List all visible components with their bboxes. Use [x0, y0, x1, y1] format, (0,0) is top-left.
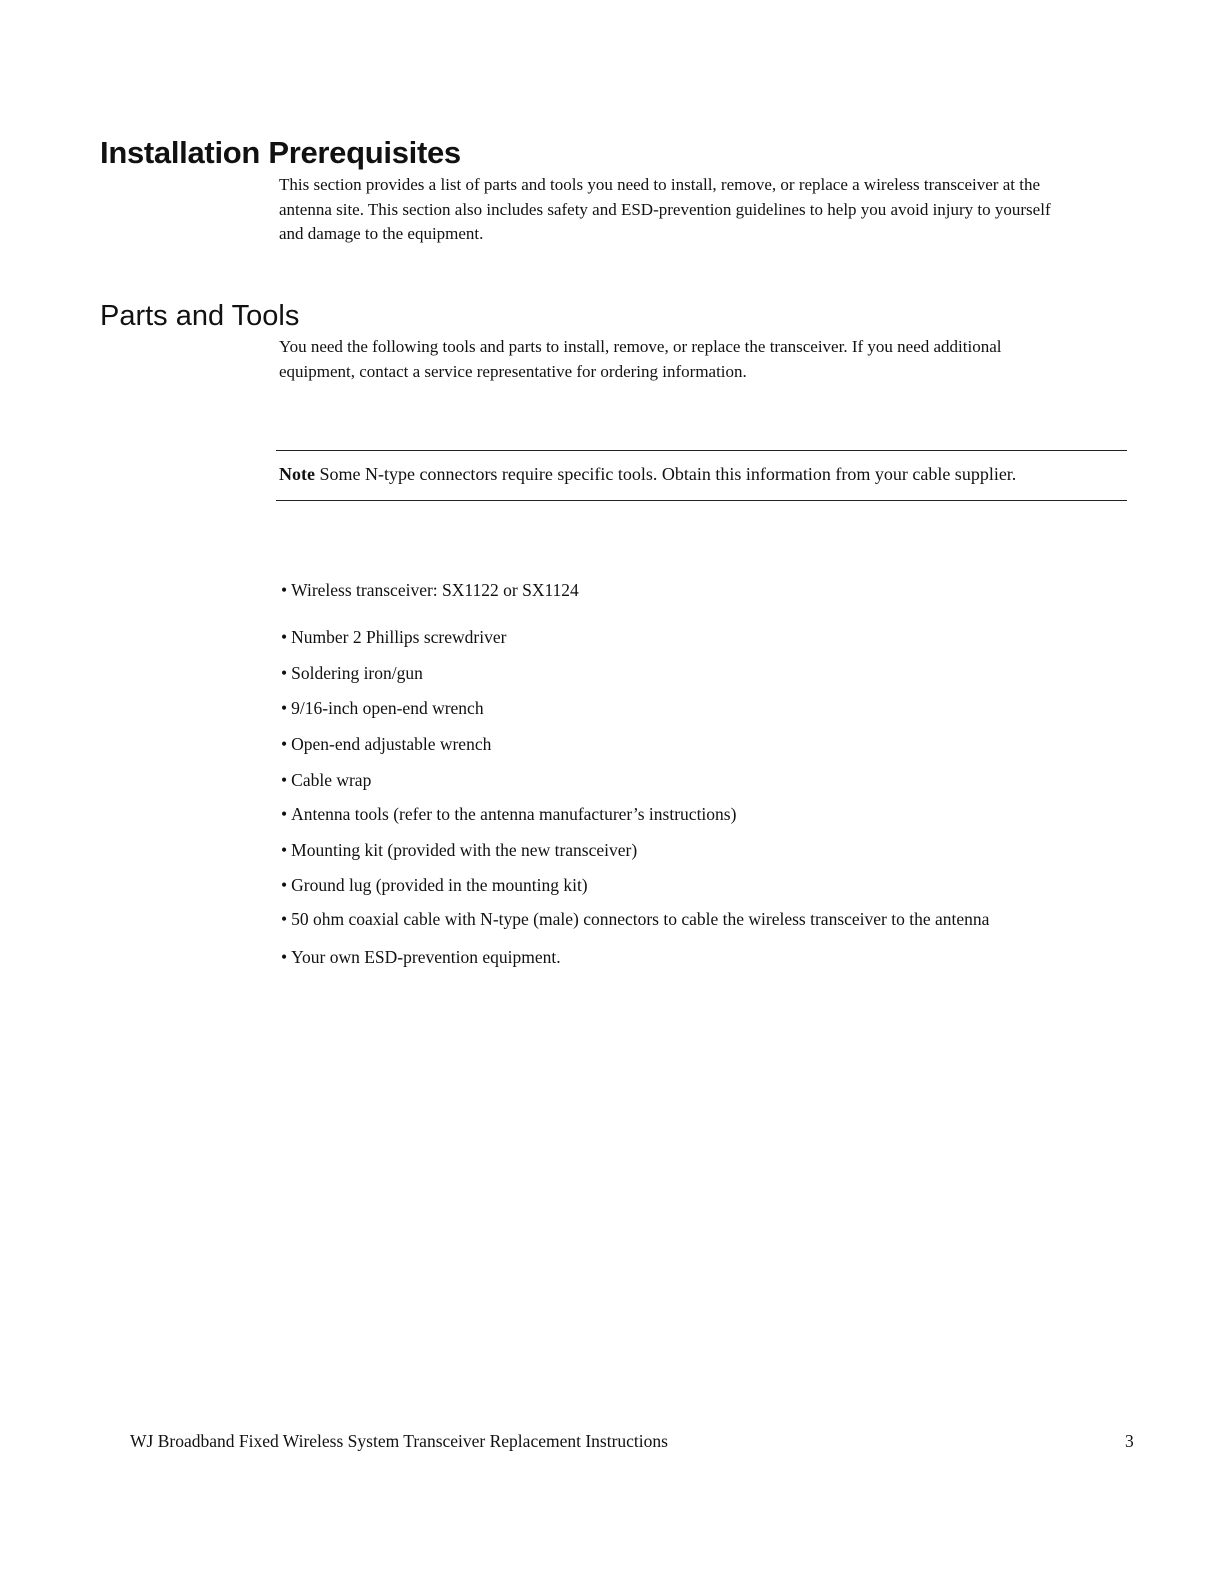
bullet-icon: •	[281, 770, 288, 790]
list-item-text: Ground lug (provided in the mounting kit)	[291, 875, 588, 895]
list-item-text: Number 2 Phillips screwdriver	[291, 627, 507, 647]
list-item	[281, 768, 371, 792]
list-item	[281, 873, 588, 897]
bullet-icon: •	[281, 580, 288, 600]
bullet-icon: •	[281, 734, 288, 754]
list-item	[281, 696, 484, 720]
note-text: Some N-type connectors require specific tools. Obtain this information from your cable supplier.	[319, 464, 1017, 484]
bullet-icon: •	[281, 840, 288, 860]
list-item-text: Mounting kit (provided with the new transceiver)	[291, 840, 638, 860]
list-item-text: Open-end adjustable wrench	[291, 734, 492, 754]
list-item	[281, 732, 491, 756]
list-item	[281, 625, 506, 649]
parts-and-tools-heading: Parts and Tools	[100, 300, 300, 332]
list-item	[281, 578, 579, 602]
footer-title: WJ Broadband Fixed Wireless System Transceiver Replacement Instructions	[130, 1431, 668, 1451]
list-item	[281, 838, 637, 862]
list-item	[281, 661, 423, 685]
note-box	[279, 461, 1016, 487]
bullet-icon: •	[281, 909, 288, 929]
parts-and-tools-paragraph: You need the following tools and parts to install, remove, or replace the transceiver. If you need additional equipment, contact a service representative for ordering information.	[279, 337, 1002, 381]
note-top-rule	[276, 450, 1127, 451]
page-number: 3	[1125, 1431, 1134, 1451]
list-item-text: 50 ohm coaxial cable with N-type (male) connectors to cable the wireless transceiver to the antenna	[291, 909, 990, 929]
bullet-icon: •	[281, 947, 288, 967]
note-bottom-rule	[276, 500, 1127, 501]
bullet-icon: •	[281, 804, 288, 824]
bullet-icon: •	[281, 627, 288, 647]
list-item	[281, 802, 736, 826]
note-label: Note	[279, 464, 315, 484]
list-item-text: 9/16-inch open-end wrench	[291, 698, 484, 718]
section-title: Installation Prerequisites	[100, 135, 461, 170]
list-item	[281, 945, 561, 969]
list-item-text: Antenna tools (refer to the antenna manufacturer’s instructions)	[291, 804, 737, 824]
list-item-text: Soldering iron/gun	[291, 663, 423, 683]
bullet-icon: •	[281, 698, 288, 718]
section-intro-paragraph: This section provides a list of parts and tools you need to install, remove, or replace a wireless transceiver at the antenna site. This section also includes safety and ESD-prevention guidelines to help you avoid injury to yourself and damage to the equipment.	[279, 175, 1051, 243]
list-item-text: Wireless transceiver: SX1122 or SX1124	[291, 580, 579, 600]
bullet-icon: •	[281, 875, 288, 895]
bullet-icon: •	[281, 663, 288, 683]
list-item-text: Your own ESD-prevention equipment.	[291, 947, 561, 967]
list-item-text: Cable wrap	[291, 770, 372, 790]
list-item	[281, 907, 989, 931]
